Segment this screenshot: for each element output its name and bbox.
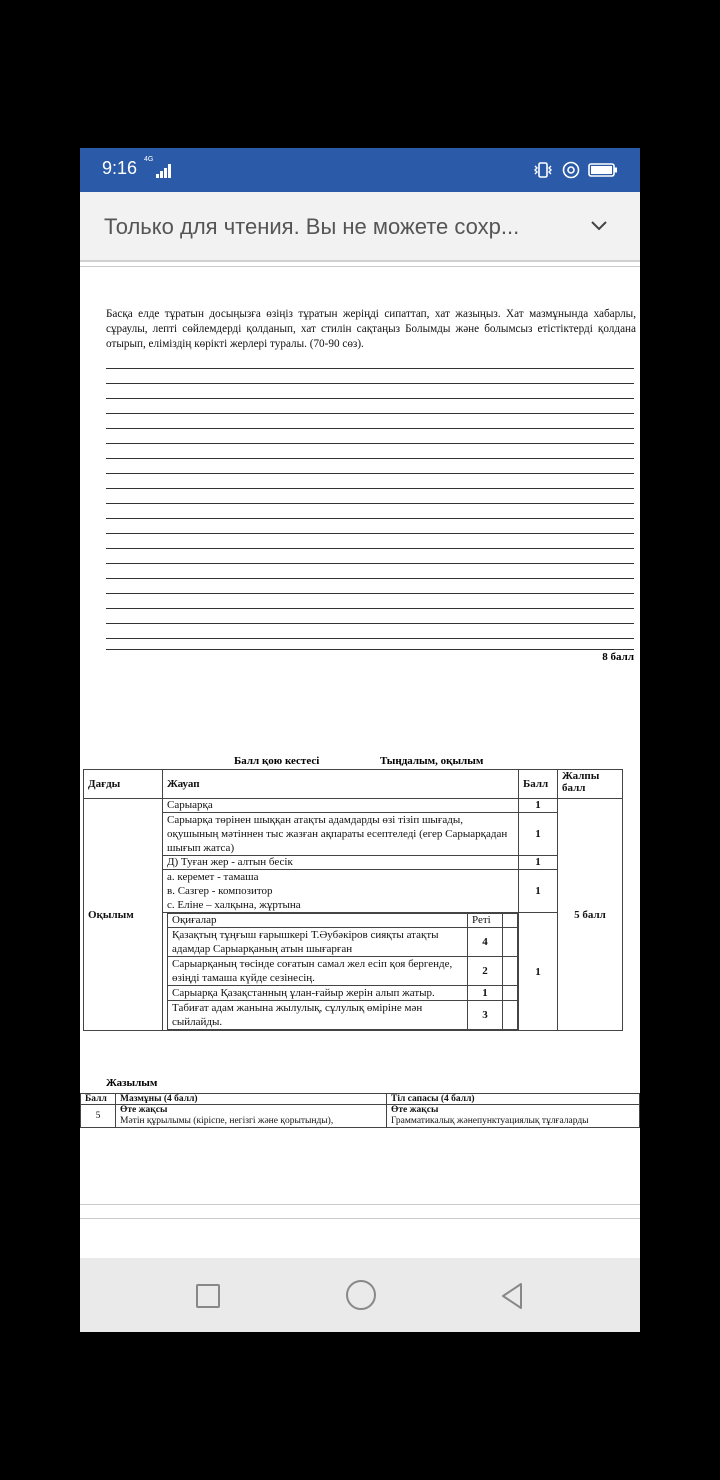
event-order: 1 bbox=[468, 986, 503, 1001]
status-bar bbox=[80, 148, 640, 192]
event-order: 4 bbox=[468, 928, 503, 957]
answer-line bbox=[106, 533, 634, 534]
header-skill: Дағды bbox=[84, 770, 163, 799]
event-order: 3 bbox=[468, 1001, 503, 1030]
header-answer: Жауап bbox=[163, 770, 519, 799]
answer-line bbox=[106, 503, 634, 504]
answer-line bbox=[106, 413, 634, 414]
writing-header-quality: Тіл сапасы (4 балл) bbox=[387, 1094, 640, 1105]
answer-line bbox=[106, 518, 634, 519]
content-text: Мәтін құрылымы (кіріспе, негізгі және қорытынды), bbox=[120, 1116, 334, 1126]
score-table-subtitle: Тыңдалым, оқылым bbox=[380, 755, 484, 767]
status-time: 9:16 bbox=[102, 158, 138, 178]
chevron-down-icon[interactable] bbox=[590, 216, 608, 234]
home-icon[interactable] bbox=[346, 1280, 376, 1310]
event-text: Табиғат адам жанына жылулық, сұлулық өміріне мән сыйлайды. bbox=[168, 1001, 468, 1030]
writing-title: Жазылым bbox=[106, 1077, 158, 1089]
event-text: Сарыарқаның төсінде соғатын самал жел есіп қоя бергенде, өзіңді тамаша күйде сезінесің. bbox=[168, 957, 468, 986]
event-text: Қазақтың тұңғыш ғарышкері Т.Әубәкіров сияқты атақты адамдар Сарыарқаның атын шығарған bbox=[168, 928, 468, 957]
spacer-cell bbox=[503, 986, 518, 1001]
answer-cell: Д) Туған жер - алтын бесік bbox=[163, 856, 519, 870]
answer-line bbox=[106, 623, 634, 624]
answer-line bbox=[106, 649, 634, 650]
quality-text: Грамматикалық жәнепунктуациялық тұлғаларды bbox=[391, 1116, 589, 1126]
answer-line bbox=[106, 488, 634, 489]
hotspot-icon bbox=[562, 161, 580, 179]
points-label: 8 балл bbox=[602, 651, 634, 663]
answer-cell: Сарыарқа bbox=[163, 799, 519, 813]
writing-score: 5 bbox=[81, 1105, 116, 1128]
spacer-cell bbox=[503, 957, 518, 986]
order-header: Реті bbox=[468, 914, 503, 928]
phone-screen bbox=[80, 148, 640, 1332]
banner-title: Только для чтения. Вы не можете сохр... bbox=[104, 214, 520, 239]
answer-line bbox=[106, 593, 634, 594]
answer-line bbox=[106, 638, 634, 639]
total-cell: 5 балл bbox=[558, 799, 623, 1031]
event-order: 2 bbox=[468, 957, 503, 986]
signal-icon bbox=[156, 164, 172, 178]
back-icon[interactable] bbox=[500, 1282, 524, 1310]
spacer-cell bbox=[503, 1001, 518, 1030]
score-cell: 1 bbox=[519, 856, 558, 870]
header-score: Балл bbox=[519, 770, 558, 799]
answer-line bbox=[106, 608, 634, 609]
spacer-cell bbox=[503, 928, 518, 957]
score-cell: 1 bbox=[519, 799, 558, 813]
answer-line bbox=[106, 548, 634, 549]
events-header: Оқиғалар bbox=[168, 914, 468, 928]
score-cell: 1 bbox=[519, 813, 558, 856]
event-text: Сарыарқа Қазақстанның ұлан-ғайыр жерін алып жатыр. bbox=[168, 986, 468, 1001]
events-table bbox=[167, 913, 518, 1030]
task-prompt: Басқа елде тұратын досыңызға өзіңіз тұратын жеріңді сипаттап, хат жазыңыз. Хат мазмұнында хабарлы, сұраулы, лепті сөйлемдерді қолданып, хат стилін сақтаңыз Болымды және болымсыз етістіктерді қолдана отырып, еліміздің көрікті жерлері туралы. (70-90 сөз). bbox=[106, 308, 636, 350]
answer-line bbox=[106, 563, 634, 564]
answer-line bbox=[106, 473, 634, 474]
answer-line bbox=[106, 383, 634, 384]
page-divider bbox=[80, 1218, 640, 1219]
answer-line bbox=[106, 443, 634, 444]
quality-rating: Өте жақсы bbox=[391, 1105, 439, 1115]
recents-icon[interactable] bbox=[196, 1284, 220, 1308]
skill-cell: Оқылым bbox=[84, 799, 163, 1031]
navigation-bar bbox=[80, 1258, 640, 1332]
battery-icon bbox=[588, 162, 618, 178]
writing-header-content: Мазмұны (4 балл) bbox=[116, 1094, 387, 1105]
answer-line bbox=[106, 428, 634, 429]
answer-line bbox=[106, 578, 634, 579]
score-table-title: Балл қою кестесі bbox=[234, 755, 320, 767]
page-divider bbox=[80, 1204, 640, 1205]
score-table bbox=[83, 769, 623, 1031]
spacer-cell bbox=[503, 914, 518, 928]
score-cell: 1 bbox=[519, 870, 558, 913]
header-total: Жалпы балл bbox=[558, 770, 623, 799]
content-rating: Өте жақсы bbox=[120, 1105, 168, 1115]
answer-line bbox=[106, 458, 634, 459]
score-cell: 1 bbox=[519, 913, 558, 1031]
answer-line bbox=[106, 398, 634, 399]
answer-line bbox=[106, 368, 634, 369]
writing-header-score: Балл bbox=[81, 1094, 116, 1105]
document-page bbox=[80, 266, 640, 1207]
vibrate-icon bbox=[532, 162, 554, 178]
answer-cell: а. керемет - тамаша в. Сазгер - композитор с. Еліне – халқына, жұртына bbox=[163, 870, 519, 913]
network-type: 4G bbox=[144, 156, 154, 163]
writing-table bbox=[80, 1093, 640, 1128]
read-only-banner bbox=[80, 192, 640, 262]
answer-cell: Сарыарқа төрінен шыққан атақты адамдарды өзі тізіп шығады, оқушының мәтіннен тыс жазған ақпараты есептеледі (егер Сарыарқадан шығып жатса) bbox=[163, 813, 519, 856]
